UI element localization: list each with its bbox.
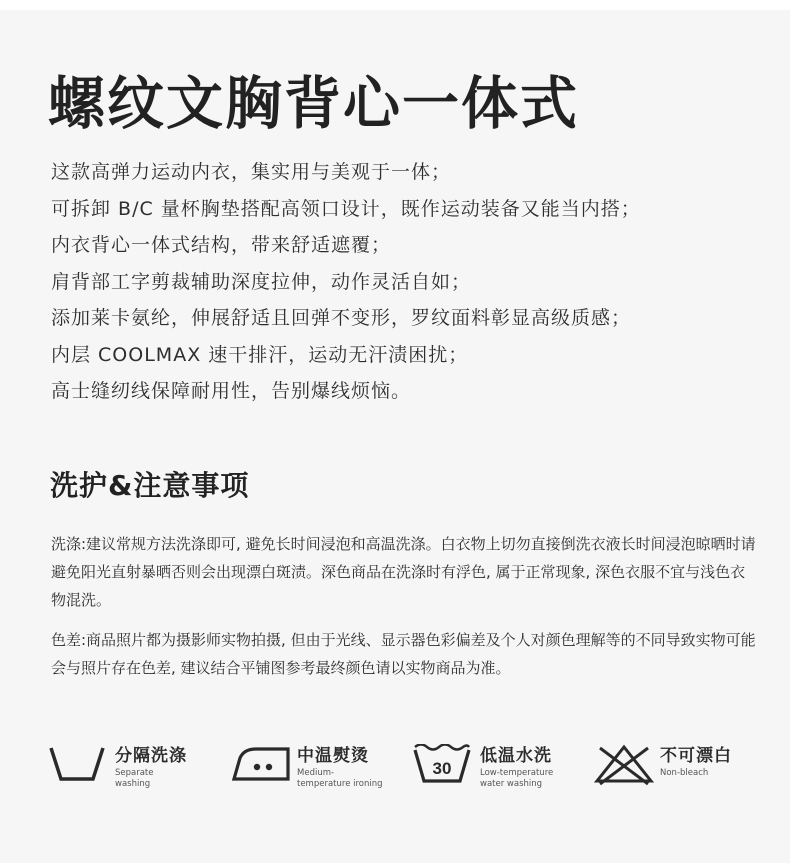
- separate-washing-icon: [47, 744, 107, 784]
- care-sub: [297, 768, 383, 789]
- care-sub-line: Medium-: [297, 768, 335, 778]
- feature-line: 添加莱卡氨纶，伸展舒适且回弹不变形，罗纹面料彰显高级质感；: [51, 307, 632, 329]
- care-sub-line: water washing: [480, 778, 543, 789]
- care-name: 分隔洗涤: [115, 746, 187, 766]
- care-sub-line: temperature ironing: [297, 778, 383, 789]
- care-name: 低温水洗: [480, 746, 552, 766]
- page-title: 螺纹文胸背心一体式: [48, 71, 579, 137]
- care-sub: [480, 768, 553, 789]
- care-sub-line: Separate: [115, 768, 154, 778]
- feature-line: 这款高弹力运动内衣，集实用与美观于一体；: [51, 161, 452, 183]
- care-heading: 洗护&注意事项: [50, 469, 250, 502]
- feature-line: 内层 COOLMAX 速干排汗，运动无汗渍困扰；: [51, 343, 469, 366]
- care-item-low-temp-washing: [412, 738, 587, 798]
- feature-line: 肩背部工字剪裁辅助深度拉伸，动作灵活自如；: [51, 270, 472, 293]
- wash-temperature: 30: [432, 759, 452, 778]
- wash-30-icon: [412, 744, 472, 786]
- feature-line: 可拆卸 B/C 量杯胸垫搭配高领口设计，既作运动装备又能当内搭；: [51, 197, 641, 220]
- care-sub-line: Low-temperature: [480, 768, 554, 778]
- care-sub: [660, 768, 708, 779]
- care-item-non-bleach: [594, 738, 754, 798]
- iron-medium-icon: [230, 744, 290, 784]
- feature-list: [51, 154, 641, 410]
- no-bleach-icon: [594, 744, 654, 786]
- care-sub-line: Non-bleach: [660, 768, 709, 778]
- care-item-medium-ironing: [230, 738, 405, 798]
- care-name: 不可漂白: [660, 746, 732, 766]
- feature-line: 内衣背心一体式结构，带来舒适遮覆；: [51, 234, 392, 256]
- care-item-separate-washing: [47, 738, 217, 798]
- care-icons-row: [0, 738, 790, 798]
- care-name: 中温熨烫: [297, 746, 369, 766]
- top-strip: [0, 0, 790, 10]
- care-sub-line: washing: [115, 778, 151, 789]
- feature-line: 高士缝纫线保障耐用性，告别爆线烦恼。: [51, 380, 412, 402]
- color-difference-note: 色差:商品照片都为摄影师实物拍摄, 但由于光线、显示器色彩偏差及个人对颜色理解等的不同导致实物可能会与照片存在色差, 建议结合平铺图参考最终颜色请以实物商品为准。: [51, 631, 756, 677]
- care-sub: [115, 768, 154, 789]
- washing-note: 洗涤:建议常规方法洗涤即可, 避免长时间浸泡和高温洗涤。白衣物上切勿直接倒洗衣液长时间浸泡晾晒时请避免阳光直射暴晒否则会出现漂白斑渍。深色商品在洗涤时有浮色, 属于正常现象, 深色衣服不宜与浅色衣物混洗。: [51, 535, 756, 609]
